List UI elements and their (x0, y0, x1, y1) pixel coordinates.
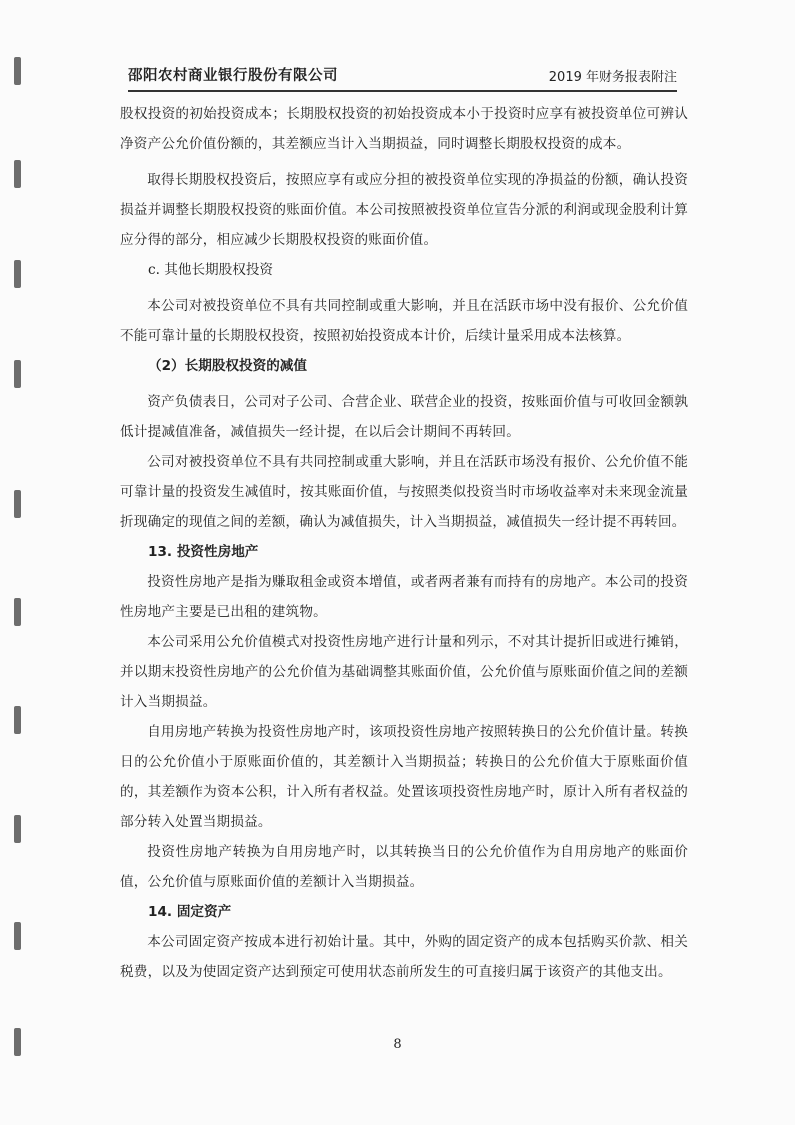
section-heading: （2）长期股权投资的减值 (148, 358, 307, 374)
binding-mark (14, 360, 21, 388)
page-number: 8 (393, 1037, 402, 1052)
binding-mark (14, 57, 21, 85)
binding-mark (14, 706, 21, 734)
binding-mark (14, 598, 21, 626)
binding-mark (14, 260, 21, 288)
paragraph: 本公司固定资产按成本进行初始计量。其中，外购的固定资产的成本包括购买价款、相关税费，以及为使固定资产达到预定可使用状态前所发生的可直接归属于该资产的其他支出。 (120, 934, 688, 980)
paragraph: 本公司对被投资单位不具有共同控制或重大影响，并且在活跃市场中没有报价、公允价值不能可靠计量的长期股权投资，按照初始投资成本计价，后续计量采用成本法核算。 (120, 298, 688, 344)
subsection-label: c. 其他长期股权投资 (148, 262, 274, 278)
section-heading: 14. 固定资产 (148, 904, 232, 920)
binding-mark (14, 160, 21, 188)
paragraph: 投资性房地产转换为自用房地产时，以其转换当日的公允价值作为自用房地产的账面价值，公允价值与原账面价值的差额计入当期损益。 (120, 844, 688, 890)
binding-mark (14, 815, 21, 843)
paragraph: 公司对被投资单位不具有共同控制或重大影响，并且在活跃市场没有报价、公允价值不能可靠计量的投资发生减值时，按其账面价值，与按照类似投资当时市场收益率对未来现金流量折现确定的现值之间的差额，确认为减值损失，计入当期损益，减值损失一经计提不再转回。 (120, 454, 688, 530)
document-body (120, 99, 688, 987)
paragraph: 本公司采用公允价值模式对投资性房地产进行计量和列示，不对其计提折旧或进行摊销，并以期末投资性房地产的公允价值为基础调整其账面价值，公允价值与原账面价值之间的差额计入当期损益。 (120, 634, 688, 710)
paragraph: 取得长期股权投资后，按照应享有或应分担的被投资单位实现的净损益的份额，确认投资损益并调整长期股权投资的账面价值。本公司按照被投资单位宣告分派的利润或现金股利计算应分得的部分，相应减少长期股权投资的账面价值。 (120, 172, 688, 248)
header-organization: 邵阳农村商业银行股份有限公司 (128, 68, 338, 84)
paragraph: 资产负债表日，公司对子公司、合营企业、联营企业的投资，按账面价值与可收回金额孰低计提减值准备，减值损失一经计提，在以后会计期间不再转回。 (120, 394, 688, 440)
section-heading: 13. 投资性房地产 (148, 544, 259, 560)
binding-mark (14, 922, 21, 950)
paragraph: 投资性房地产是指为赚取租金或资本增值，或者两者兼有而持有的房地产。本公司的投资性房地产主要是已出租的建筑物。 (120, 574, 688, 620)
binding-mark (14, 490, 21, 518)
header-report-title: 2019 年财务报表附注 (548, 70, 677, 85)
page-header (128, 64, 677, 92)
paragraph: 股权投资的初始投资成本；长期股权投资的初始投资成本小于投资时应享有被投资单位可辨认净资产公允价值份额的，其差额应当计入当期损益，同时调整长期股权投资的成本。 (120, 106, 688, 152)
paragraph: 自用房地产转换为投资性房地产时，该项投资性房地产按照转换日的公允价值计量。转换日的公允价值小于原账面价值的，其差额计入当期损益；转换日的公允价值大于原账面价值的，其差额作为资本公积，计入所有者权益。处置该项投资性房地产时，原计入所有者权益的部分转入处置当期损益。 (120, 724, 688, 830)
